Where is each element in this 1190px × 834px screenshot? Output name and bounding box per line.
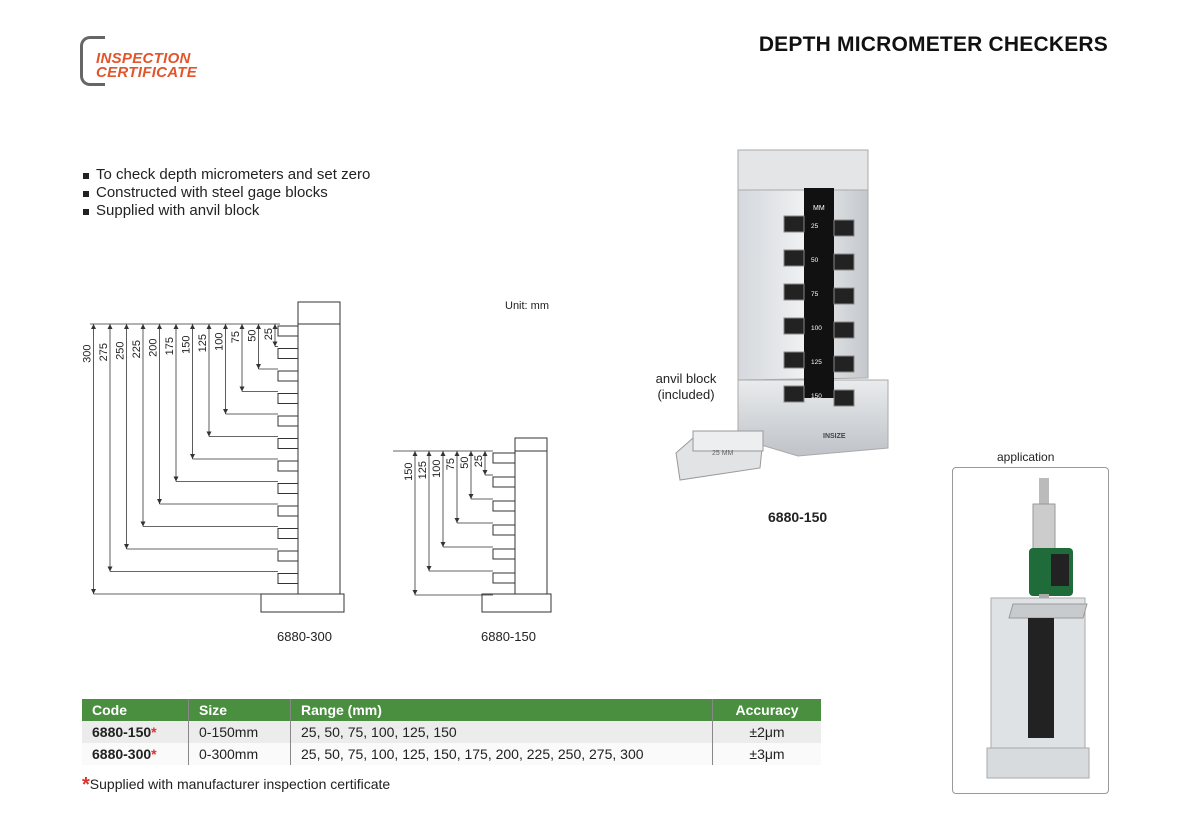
gage-block — [493, 549, 515, 559]
gage-block — [784, 318, 804, 334]
checker-base — [261, 594, 344, 612]
scale-label: 25 — [811, 223, 819, 230]
dimension-label: 100 — [431, 459, 443, 478]
table-header-row — [82, 699, 821, 721]
dimension-label: 225 — [131, 340, 143, 359]
gage-block — [493, 573, 515, 583]
footnote-star: * — [82, 774, 90, 796]
row-accuracy: ±2μm — [713, 721, 822, 743]
dimension-label: 150 — [403, 462, 415, 481]
header-accuracy: Accuracy — [713, 699, 822, 721]
gage-block — [278, 371, 298, 381]
application-label: application — [997, 450, 1055, 464]
dimension-label: 300 — [81, 344, 94, 363]
gage-block — [278, 326, 298, 336]
footnote-text: Supplied with manufacturer inspection certificate — [89, 776, 391, 792]
gage-block — [493, 501, 515, 511]
unit-label: Unit: mm — [505, 300, 549, 312]
feature-item: Supplied with anvil block — [82, 202, 370, 220]
row-range: 25, 50, 75, 100, 125, 150 — [291, 721, 713, 743]
brand-logo-text: INSIZE — [823, 433, 846, 440]
anvil-marking: 25 MM — [712, 450, 734, 457]
gage-block — [834, 390, 854, 406]
dimension-label: 50 — [246, 329, 259, 342]
drawing-caption-6880-150: 6880-150 — [481, 629, 536, 644]
logo-line-1: INSPECTION — [96, 50, 191, 67]
gage-block — [493, 453, 515, 463]
gage-block — [834, 322, 854, 338]
gage-block — [834, 220, 854, 236]
gage-block — [278, 529, 298, 539]
logo-line-2: CERTIFICATE — [96, 64, 198, 81]
checker-base — [482, 594, 551, 612]
anvil-label-line-1: anvil block — [655, 371, 717, 386]
gage-block — [784, 284, 804, 300]
footnote — [82, 772, 390, 795]
gage-block — [278, 394, 298, 404]
application-illustration — [953, 468, 1108, 793]
row-accuracy: ±3μm — [713, 743, 822, 765]
dimension-label: 100 — [213, 332, 226, 351]
certificate-star: * — [151, 746, 157, 762]
scale-label: 50 — [811, 257, 819, 264]
anvil-label-line-2: (included) — [657, 387, 715, 402]
dimension-label: 150 — [180, 335, 193, 354]
scale-label: 75 — [811, 291, 819, 298]
feature-item: Constructed with steel gage blocks — [82, 184, 370, 202]
dimension-label: 125 — [197, 334, 209, 353]
anvil-block-label — [648, 371, 724, 403]
header-size: Size — [189, 699, 291, 721]
header-code: Code — [82, 699, 189, 721]
product-code-label: 6880-150 — [768, 509, 828, 525]
checker-top-cap — [515, 438, 547, 451]
inspection-certificate-logo — [80, 36, 222, 82]
gage-block — [278, 574, 298, 584]
row-size: 0-300mm — [189, 743, 291, 765]
checker-body — [298, 302, 340, 594]
row-range: 25, 50, 75, 100, 125, 150, 175, 200, 225, 250, 275, 300 — [291, 743, 713, 765]
drawing-6880-150 — [385, 432, 555, 617]
dimension-label: 25 — [473, 455, 485, 468]
gage-block — [493, 477, 515, 487]
checker-body — [515, 438, 547, 594]
gage-block — [278, 461, 298, 471]
application-image — [952, 467, 1109, 794]
row-code-cell — [82, 743, 189, 765]
gage-block — [278, 484, 298, 494]
dimension-label: 50 — [459, 456, 471, 469]
dimension-label: 75 — [445, 458, 457, 471]
scale-unit-label: MM — [813, 205, 825, 212]
header-range: Range (mm) — [291, 699, 713, 721]
scale-label: 100 — [811, 325, 822, 332]
row-code: 6880-300 — [92, 746, 152, 762]
scale-strip — [804, 188, 834, 398]
gage-block — [278, 506, 298, 516]
feature-list — [82, 166, 370, 220]
gage-block — [784, 352, 804, 368]
gage-block — [784, 386, 804, 402]
gage-block — [784, 250, 804, 266]
gage-block — [784, 216, 804, 232]
gage-block — [278, 349, 298, 359]
page-title: DEPTH MICROMETER CHECKERS — [758, 33, 1108, 56]
dimension-label: 25 — [263, 328, 275, 341]
certificate-star: * — [151, 724, 157, 740]
scale-label: 125 — [811, 359, 822, 366]
gage-block — [493, 525, 515, 535]
product-photo-6880-150 — [668, 148, 898, 493]
dimension-label: 250 — [114, 341, 127, 360]
drawing-caption-6880-300: 6880-300 — [277, 629, 332, 644]
drawing-6880-300 — [80, 295, 360, 620]
dimension-label: 275 — [98, 343, 110, 362]
gage-block — [834, 254, 854, 270]
table-row — [82, 721, 821, 743]
gage-block — [278, 439, 298, 449]
gage-block — [278, 551, 298, 561]
row-code-cell — [82, 721, 189, 743]
gage-block — [834, 288, 854, 304]
scale-label: 150 — [811, 393, 822, 400]
row-size: 0-150mm — [189, 721, 291, 743]
table-row — [82, 743, 821, 765]
dimension-label: 175 — [164, 337, 176, 356]
feature-item: To check depth micrometers and set zero — [82, 166, 370, 184]
dimension-label: 125 — [417, 461, 429, 480]
checker-top-cap — [298, 302, 340, 324]
dimension-label: 75 — [230, 331, 242, 344]
spec-table — [82, 699, 821, 765]
row-code: 6880-150 — [92, 724, 152, 740]
gage-block — [278, 416, 298, 426]
gage-block — [834, 356, 854, 372]
dimension-label: 200 — [147, 338, 160, 357]
